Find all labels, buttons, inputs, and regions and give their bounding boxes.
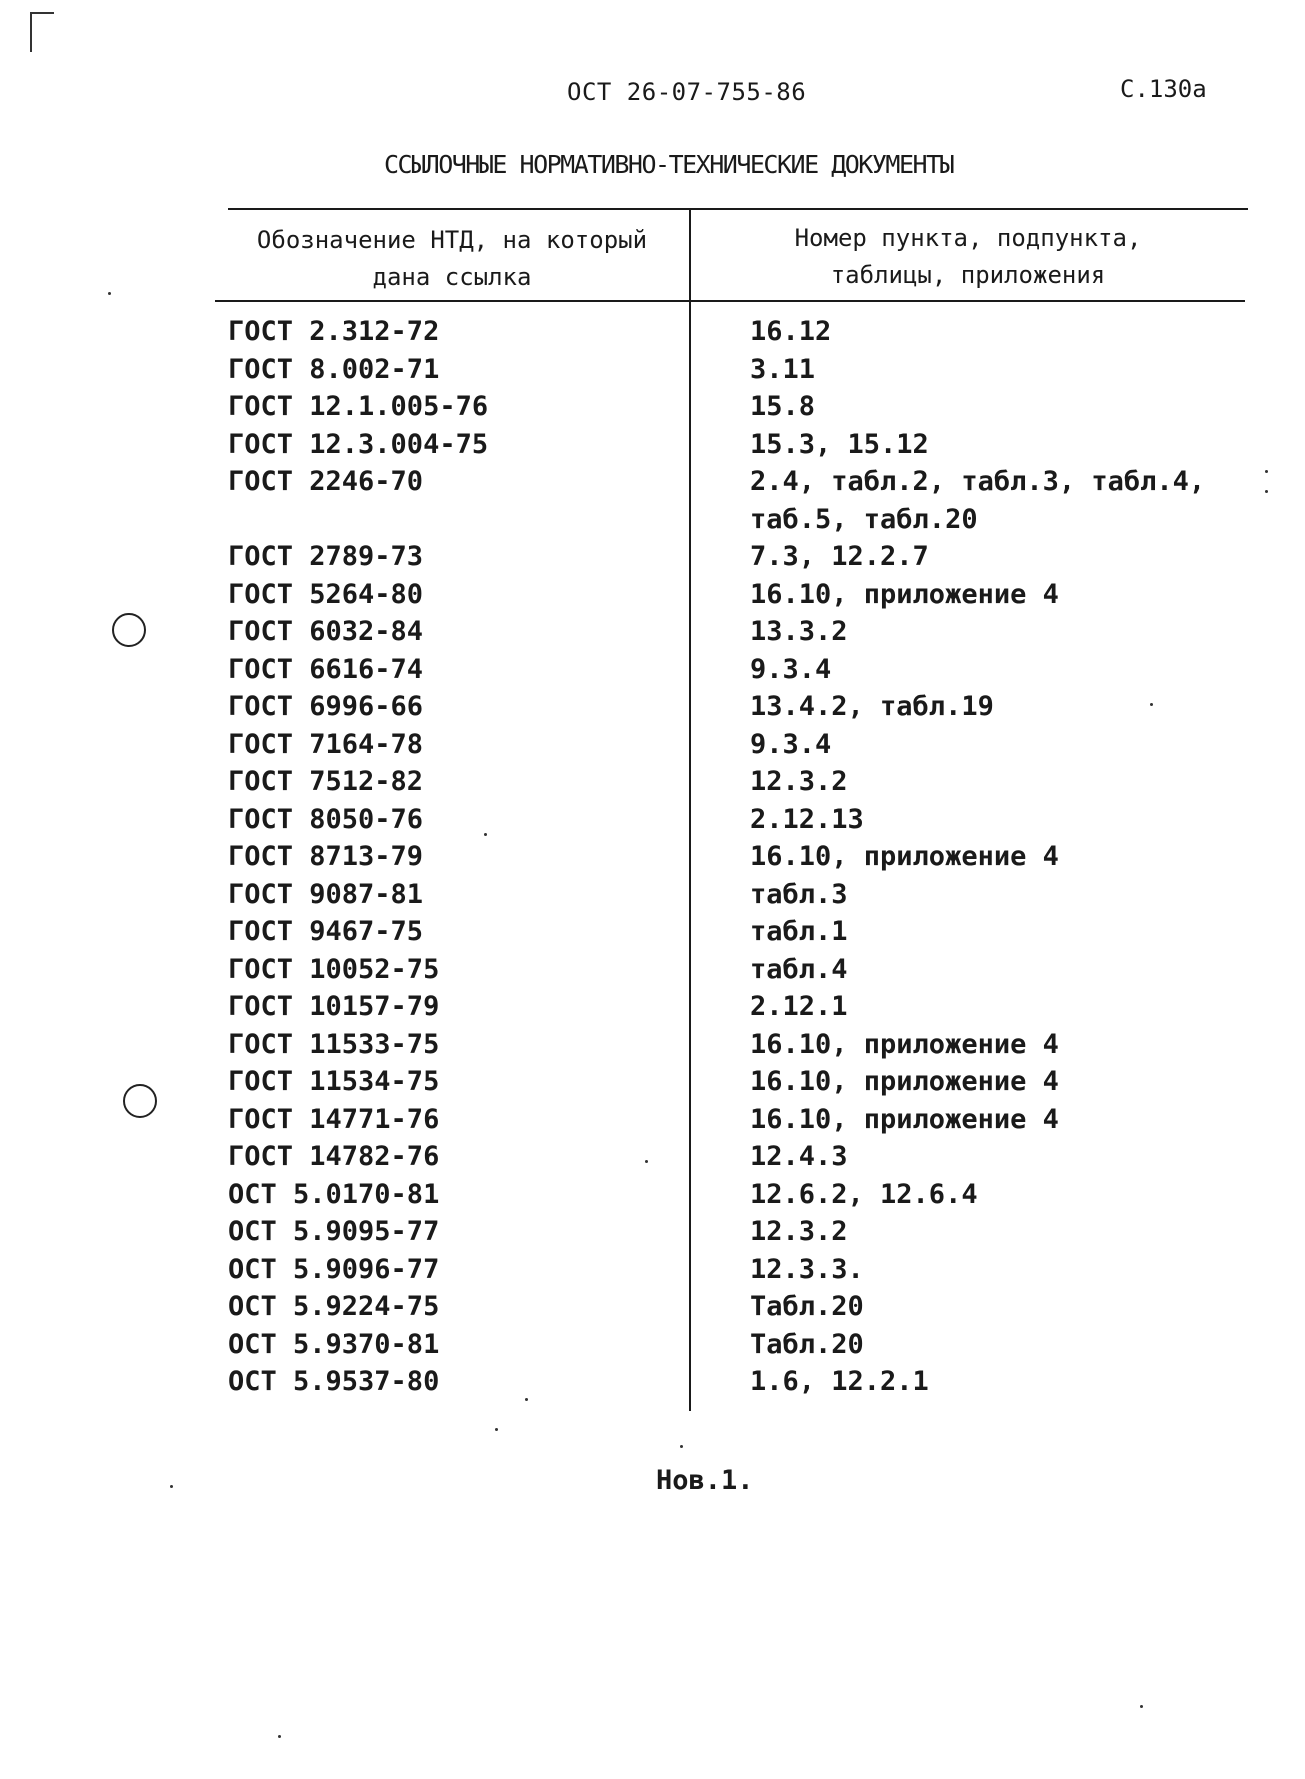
punch-hole-icon <box>123 1084 157 1118</box>
table-cell-reference: 16.10, приложение 4 <box>750 1066 1059 1097</box>
table-cell-reference: 2.12.1 <box>750 991 848 1022</box>
table-cell-reference: 15.8 <box>750 391 816 422</box>
table-cell-reference: 15.3, 15.12 <box>750 428 929 460</box>
document-code: ОСТ 26-07-755-86 <box>567 78 807 106</box>
corner-crop-mark <box>30 12 54 52</box>
scan-speck <box>484 833 487 836</box>
column-header-line: дана ссылка <box>372 263 532 291</box>
table-cell-document: ГОСТ 5264-80 <box>228 578 424 610</box>
table-cell-reference: 13.4.2, табл.19 <box>750 691 994 722</box>
table-top-rule <box>228 208 1248 210</box>
table-cell-document: ГОСТ 6996-66 <box>228 691 424 722</box>
table-cell-document: ГОСТ 8050-76 <box>228 803 424 835</box>
column-header-document <box>215 222 689 296</box>
table-cell-document: ОСТ 5.9095-77 <box>228 1216 440 1247</box>
table-cell-reference: 9.3.4 <box>750 728 832 760</box>
document-list <box>228 313 488 1401</box>
scan-speck <box>170 1485 173 1488</box>
table-cell-reference: 12.4.3 <box>750 1141 848 1172</box>
table-cell-document: ГОСТ 10157-79 <box>228 991 440 1022</box>
scan-speck <box>278 1735 281 1738</box>
table-cell-document: ОСТ 5.9537-80 <box>228 1366 440 1397</box>
table-cell-document: ГОСТ 11533-75 <box>228 1028 440 1060</box>
table-cell-reference: 16.10, приложение 4 <box>750 841 1059 872</box>
table-cell-reference: табл.4 <box>750 953 848 985</box>
table-cell-reference: 12.3.2 <box>750 1216 848 1247</box>
table-cell-document: ГОСТ 14782-76 <box>228 1141 440 1172</box>
page-number: С.130а <box>1120 75 1207 103</box>
table-cell-document: ГОСТ 6032-84 <box>228 616 424 647</box>
column-header-reference <box>691 220 1245 294</box>
scan-speck <box>1140 1705 1143 1708</box>
table-cell-document: ГОСТ 6616-74 <box>228 653 424 685</box>
table-column-divider <box>689 208 691 1411</box>
scan-speck <box>108 292 111 295</box>
revision-note: Нов.1. <box>656 1465 754 1496</box>
scan-speck <box>680 1445 683 1448</box>
page-title: ССЫЛОЧНЫЕ НОРМАТИВНО-ТЕХНИЧЕСКИЕ ДОКУМЕНТЫ <box>384 150 954 179</box>
table-cell-document: ГОСТ 11534-75 <box>228 1066 440 1097</box>
column-header-line: Номер пункта, подпункта, <box>794 224 1142 252</box>
table-cell-reference: 16.10, приложение 4 <box>750 578 1059 610</box>
table-cell-document: ОСТ 5.9370-81 <box>228 1328 440 1360</box>
table-cell-reference: 3.11 <box>750 353 816 385</box>
scan-speck <box>645 1160 648 1163</box>
table-cell-reference: табл.1 <box>750 916 848 947</box>
table-cell-document: ГОСТ 2246-70 <box>228 466 424 497</box>
table-cell-reference: 2.4, табл.2, табл.3, табл.4, <box>750 466 1206 497</box>
scan-speck <box>1265 490 1268 493</box>
table-cell-document: ГОСТ 9467-75 <box>228 916 424 947</box>
table-cell-document: ОСТ 5.9224-75 <box>228 1291 440 1322</box>
table-cell-document: ГОСТ 12.1.005-76 <box>228 391 489 422</box>
table-cell-reference: таб.5, табл.20 <box>750 503 978 535</box>
table-cell-reference: 16.10, приложение 4 <box>750 1103 1059 1135</box>
punch-hole-icon <box>112 613 146 647</box>
reference-list <box>750 313 1205 1401</box>
table-cell-document: ОСТ 5.0170-81 <box>228 1178 440 1210</box>
table-cell-reference: 9.3.4 <box>750 653 832 685</box>
table-cell-document: ГОСТ 9087-81 <box>228 878 424 910</box>
table-cell-reference: 1.6, 12.2.1 <box>750 1366 929 1397</box>
scan-speck <box>495 1428 498 1431</box>
table-cell-document: ГОСТ 2.312-72 <box>228 316 440 347</box>
table-cell-reference: Табл.20 <box>750 1291 864 1322</box>
table-cell-document: ГОСТ 12.3.004-75 <box>228 428 489 460</box>
table-cell-reference: 16.12 <box>750 316 832 347</box>
table-header-rule <box>215 300 1245 302</box>
table-cell-document: ГОСТ 8713-79 <box>228 841 424 872</box>
table-cell-reference: 12.3.3. <box>750 1253 864 1285</box>
table-cell-reference: табл.3 <box>750 878 848 910</box>
table-cell-reference: 2.12.13 <box>750 803 864 835</box>
table-cell-reference: 13.3.2 <box>750 616 848 647</box>
scan-speck <box>525 1398 528 1401</box>
table-cell-document: ГОСТ 14771-76 <box>228 1103 440 1135</box>
table-cell-document: ГОСТ 7512-82 <box>228 766 424 797</box>
table-cell-reference: 12.3.2 <box>750 766 848 797</box>
table-cell-document: ГОСТ 7164-78 <box>228 728 424 760</box>
table-cell-document: ГОСТ 8.002-71 <box>228 353 440 385</box>
column-header-line: Обозначение НТД, на который <box>256 226 648 254</box>
table-cell-document: ОСТ 5.9096-77 <box>228 1253 440 1285</box>
table-cell-reference: 16.10, приложение 4 <box>750 1028 1059 1060</box>
scan-speck <box>1265 470 1268 473</box>
scan-speck <box>1150 703 1153 706</box>
table-cell-reference: 7.3, 12.2.7 <box>750 541 929 572</box>
table-cell-document <box>228 501 488 539</box>
table-cell-reference: 12.6.2, 12.6.4 <box>750 1178 978 1210</box>
column-header-line: таблицы, приложения <box>830 261 1106 289</box>
table-cell-document: ГОСТ 10052-75 <box>228 953 440 985</box>
table-cell-document: ГОСТ 2789-73 <box>228 541 424 572</box>
table-cell-reference: Табл.20 <box>750 1328 864 1360</box>
